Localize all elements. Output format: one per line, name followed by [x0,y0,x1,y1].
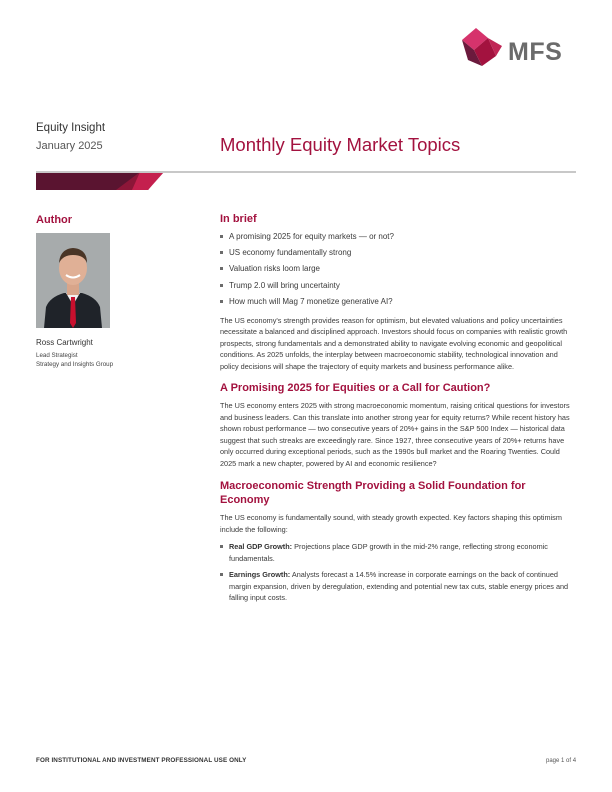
footer-disclaimer: FOR INSTITUTIONAL AND INVESTMENT PROFESSIONAL USE ONLY [36,757,247,764]
item-label: Earnings Growth: [229,570,291,580]
list-item: A promising 2025 for equity markets — or not? [220,232,576,242]
list-item [220,541,576,564]
item-label: Real GDP Growth: [229,542,293,552]
in-brief-heading: In brief [220,213,257,225]
section-paragraph-caution: The US economy enters 2025 with strong macroeconomic momentum, raising critical questions for investors and business leaders. Can this translate into another strong year for equity returns? While recent history has shown robust performance — two consecutive years of 20%+ gains in the S&P 500 Index — historical data suggest that such streaks are exceedingly rare. Since 1927, three consecutive years of 20%+ returns have only occurred during exceptional periods, such as the 1990s bull market and the Roaring Twenties. Could 2025 mark a new chapter, powered by AI and economic resilience? [220,401,570,468]
document-series: Equity Insight [36,122,106,134]
header-banner [36,172,576,190]
list-item: Valuation risks loom large [220,264,576,274]
author-name: Ross Cartwright [36,338,93,347]
list-item: US economy fundamentally strong [220,248,576,258]
page-number: page 1 of 4 [546,758,577,764]
author-group: Strategy and Insights Group [36,361,114,368]
list-item: Trump 2.0 will bring uncertainty [220,281,576,291]
main-content [220,212,576,609]
list-item: How much will Mag 7 monetize generative AI? [220,297,576,307]
item-text: Projections place GDP growth in the mid-2% range, reflecting strong economic fundamentals. [229,542,548,563]
mfs-logo [458,26,576,76]
mfs-logo-mark-icon [458,26,504,76]
author-heading: Author [36,214,73,226]
author-photo [36,233,110,328]
author-title: Lead Strategist [36,352,78,359]
section-heading-macro: Macroeconomic Strength Providing a Solid Foundation for Economy [220,480,526,507]
author-role [36,351,113,369]
document-date: January 2025 [36,140,103,152]
logo-wordmark: MFS [508,38,563,66]
page-title: Monthly Equity Market Topics [220,134,461,155]
list-item [220,569,576,604]
in-brief-list [220,232,576,307]
section-intro-macro: The US economy is fundamentally sound, with steady growth expected. Key factors shaping this optimism include the following: [220,513,562,534]
item-text: Analysts forecast a 14.5% increase in corporate earnings on the back of continued margin expansion, driven by deregulation, extending and potential new tax cuts, stable energy prices and falling input costs. [229,570,569,603]
in-brief-paragraph: The US economy's strength provides reason for optimism, but elevated valuations and policy uncertainties necessitate a balanced and disciplined approach. Investors should focus on companies with realistic growth prospects, strong fundamentals and a demonstrated ability to navigate evolving economic and geopolitical conditions. As 2025 unfolds, the interplay between macroeconomic stability, technological innovation and policy decisions will shape the trajectory of equity markets and business performance alike. [220,315,568,371]
macro-factors-list [220,541,576,604]
section-heading-caution: A Promising 2025 for Equities or a Call for Caution? [220,382,491,395]
author-portrait-icon [36,233,110,328]
